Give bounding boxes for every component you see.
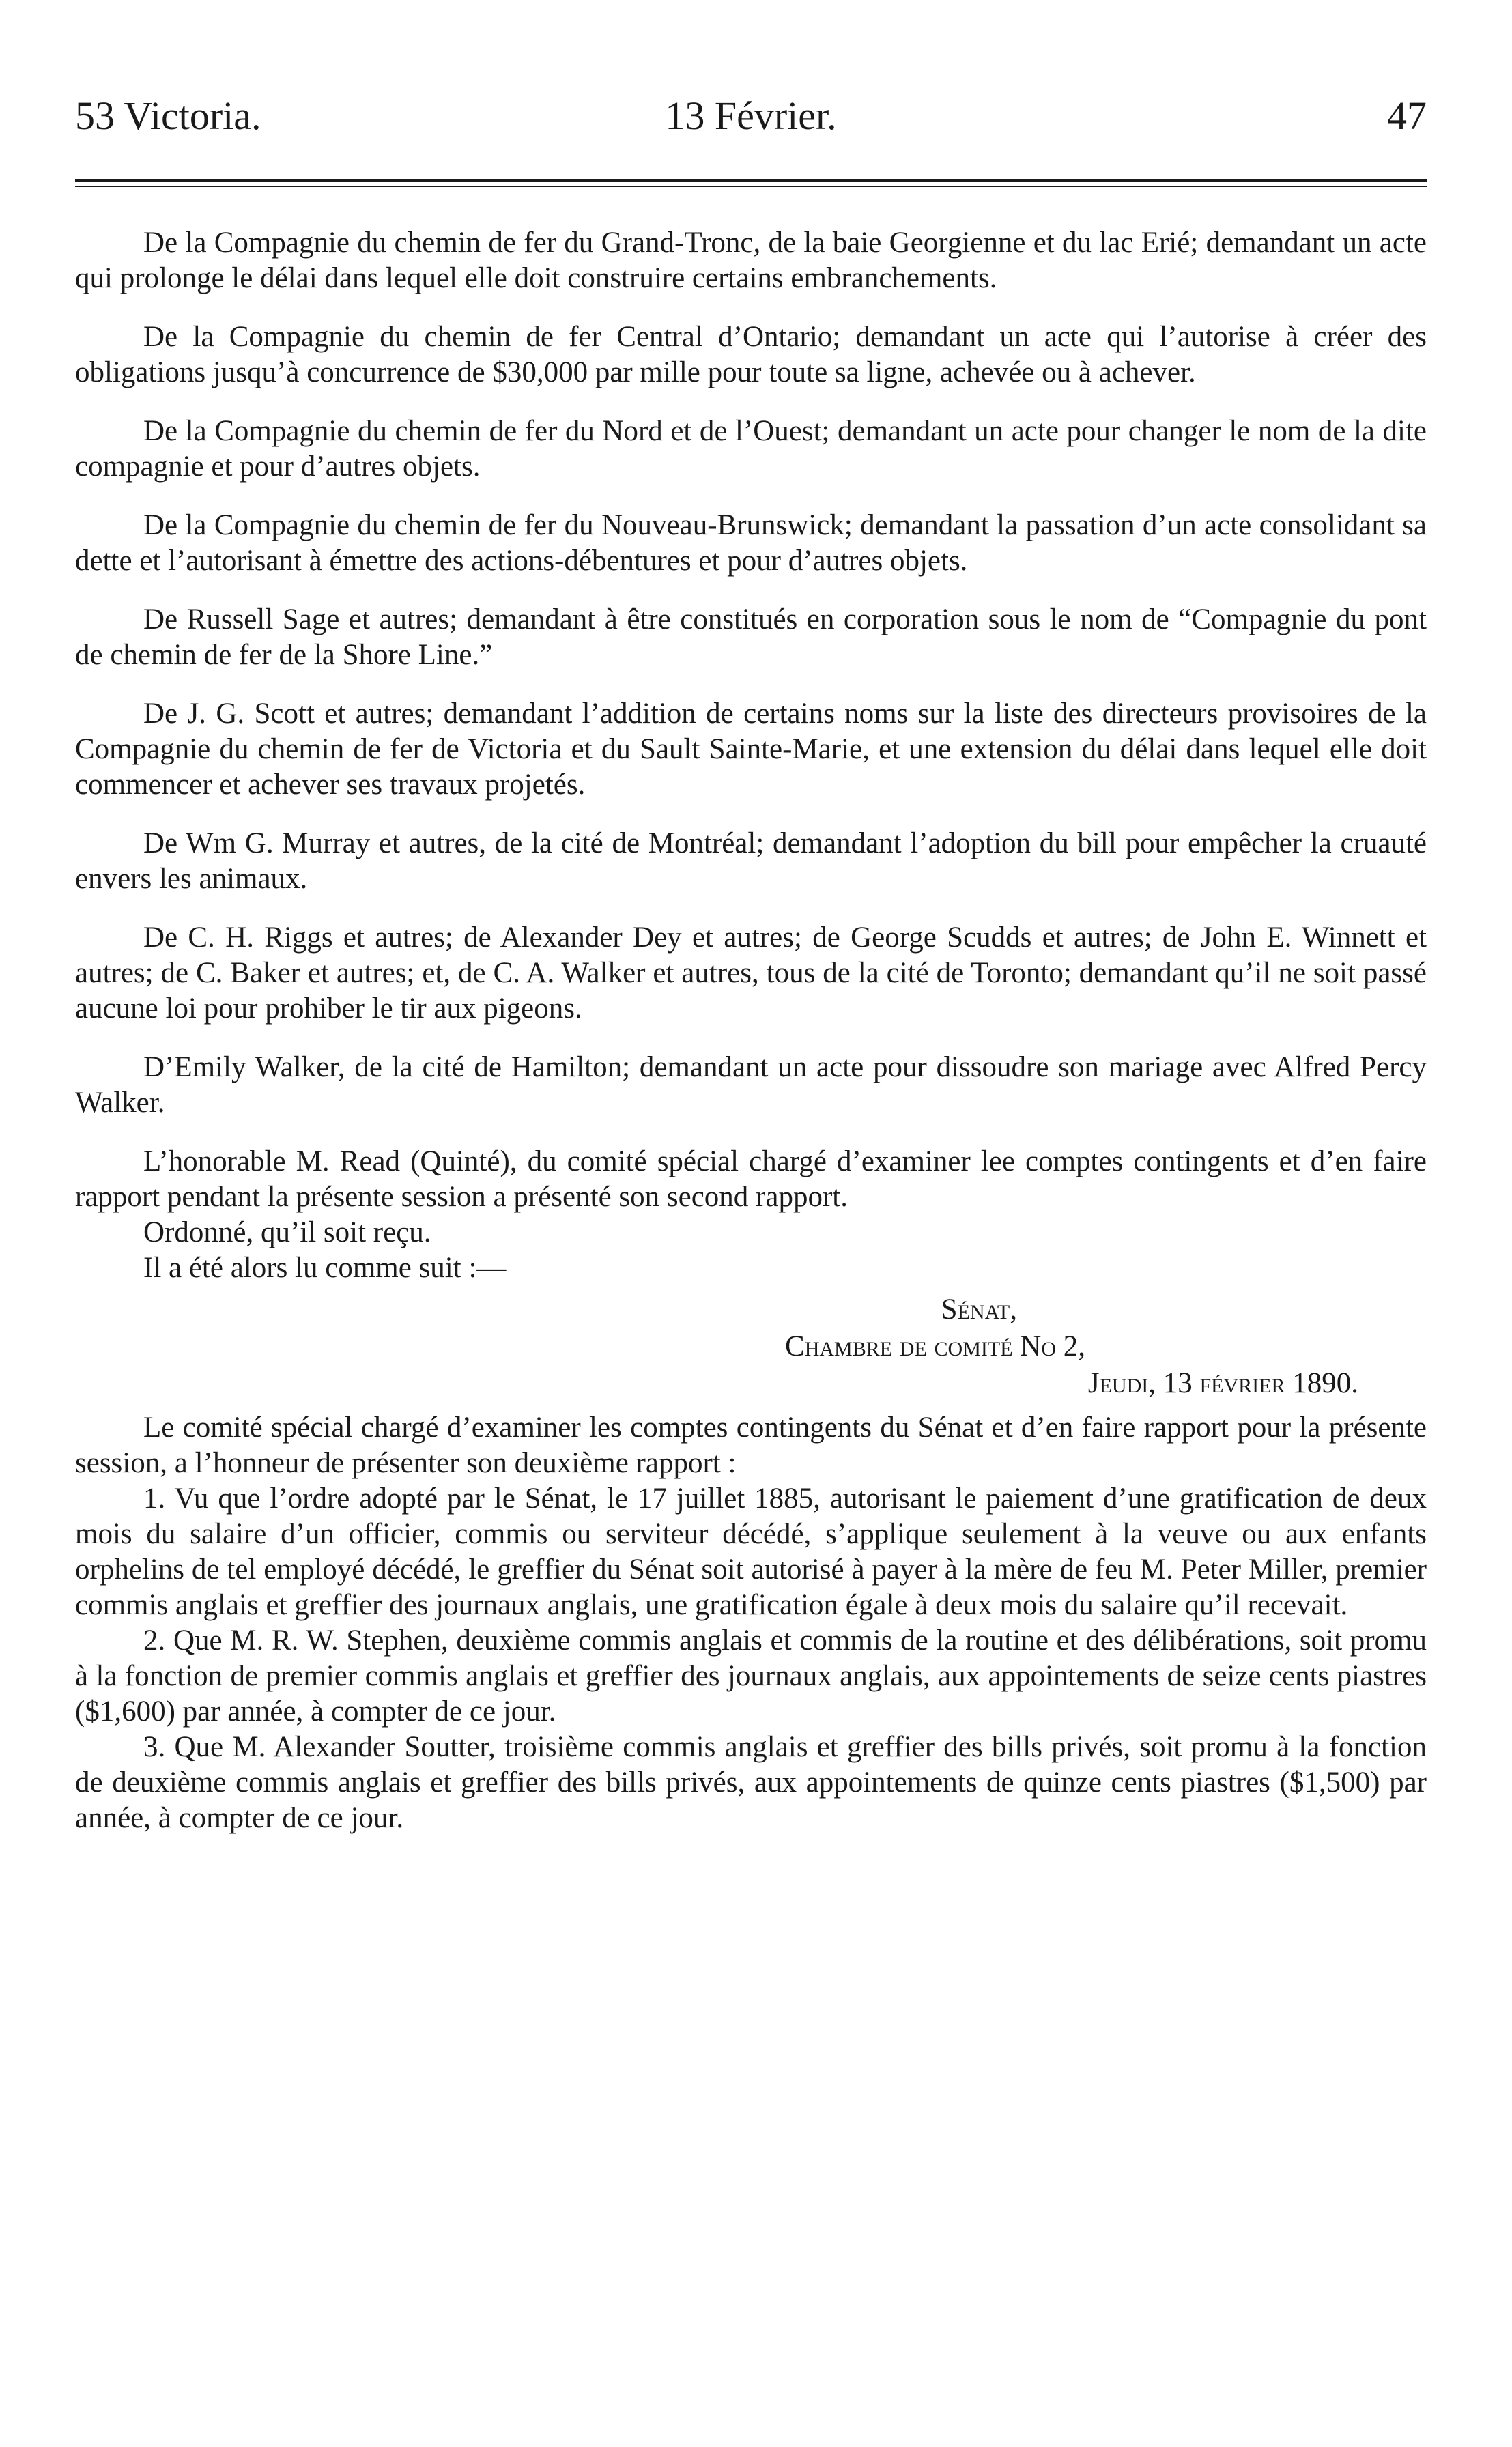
- report-item: 3. Que M. Alexander Soutter, troisième commis anglais et greffier des bills privés, soit promu à la fonction de deuxième commis anglais et greffier des bills privés, aux appointements de quinze cents piastres ($1,500) par année, à compter de ce jour.: [75, 1731, 1427, 1834]
- header-rule: [75, 179, 1427, 182]
- report-item: 2. Que M. R. W. Stephen, deuxième commis anglais et commis de la routine et des délibérations, soit promu à la fonction de premier commis anglais et greffier des journaux anglais, aux appointements de seize cents piastres ($1,600) par année, à compter de ce jour.: [75, 1625, 1427, 1728]
- document-page: [75, 0, 1427, 2447]
- report-heading: [75, 1291, 1427, 1402]
- report-intro: Le comité spécial chargé d’examiner les comptes contingents du Sénat et d’en faire rapport pour la présente session, a l’honneur de présenter son deuxième rapport :: [75, 1412, 1427, 1479]
- header-session: 53 Victoria.: [75, 94, 261, 138]
- lu-line: Il a été alors lu comme suit :—: [143, 1252, 507, 1284]
- report-heading-date: Jeudi, 13 février 1890.: [1087, 1367, 1358, 1399]
- petition-paragraph: De la Compagnie du chemin de fer du Grand-Tronc, de la baie Georgienne et du lac Erié; demandant un acte qui prolonge le délai dans lequel elle doit construire certains embranchements.: [75, 227, 1427, 294]
- report-heading-chambre: Chambre de comité No 2,: [785, 1330, 1085, 1362]
- petition-paragraph: De Wm G. Murray et autres, de la cité de Montréal; demandant l’adoption du bill pour empêcher la cruauté envers les animaux.: [75, 827, 1427, 895]
- petition-paragraph: De Russell Sage et autres; demandant à être constitués en corporation sous le nom de “Compagnie du pont de chemin de fer de la Shore Line.”: [75, 603, 1427, 671]
- petition-paragraph: De J. G. Scott et autres; demandant l’addition de certains noms sur la liste des directeurs provisoires de la Compagnie du chemin de fer de Victoria et du Sault Sainte-Marie, et une extension du délai dans lequel elle doit commencer et achever ses travaux projetés.: [75, 698, 1427, 801]
- page-number: 47: [1387, 94, 1427, 138]
- petition-paragraph: D’Emily Walker, de la cité de Hamilton; demandant un acte pour dissoudre son mariage avec Alfred Percy Walker.: [75, 1051, 1427, 1119]
- petition-paragraph: De C. H. Riggs et autres; de Alexander Dey et autres; de George Scudds et autres; de John E. Winnett et autres; de C. Baker et autres; et, de C. A. Walker et autres, tous de la cité de Toronto; demandant qu’il ne soit passé aucune loi pour prohiber le tir aux pigeons.: [75, 921, 1427, 1025]
- document-body: [75, 225, 1427, 1836]
- report-heading-senat: Sénat,: [941, 1293, 1017, 1326]
- header-date: 13 Février.: [665, 94, 837, 138]
- report-presented-paragraph: L’honorable M. Read (Quinté), du comité spécial chargé d’examiner lee comptes contingents et d’en faire rapport pendant la présente session a présenté son second rapport.: [75, 1145, 1427, 1213]
- petition-paragraph: De la Compagnie du chemin de fer du Nouveau-Brunswick; demandant la passation d’un acte consolidant sa dette et l’autorisant à émettre des actions-débentures et pour d’autres objets.: [75, 509, 1427, 577]
- header-rule-thin: [75, 186, 1427, 187]
- page-header: [75, 89, 1427, 143]
- ordonne-line: Ordonné, qu’il soit reçu.: [143, 1216, 431, 1248]
- petition-paragraph: De la Compagnie du chemin de fer Central d’Ontario; demandant un acte qui l’autorise à créer des obligations jusqu’à concurrence de $30,000 par mille pour toute sa ligne, achevée ou à achever.: [75, 321, 1427, 388]
- report-item: 1. Vu que l’ordre adopté par le Sénat, le 17 juillet 1885, autorisant le paiement d’une gratification de deux mois du salaire d’un officier, commis ou serviteur décédé, s’applique seulement à la veuve ou aux enfants orphelins de tel employé décédé, le greffier du Sénat soit autorisé à payer à la mère de feu M. Peter Miller, premier commis anglais et greffier des journaux anglais, une gratification égale à deux mois du salaire qu’il recevait.: [75, 1483, 1427, 1621]
- petition-paragraph: De la Compagnie du chemin de fer du Nord et de l’Ouest; demandant un acte pour changer le nom de la dite compagnie et pour d’autres objets.: [75, 415, 1427, 483]
